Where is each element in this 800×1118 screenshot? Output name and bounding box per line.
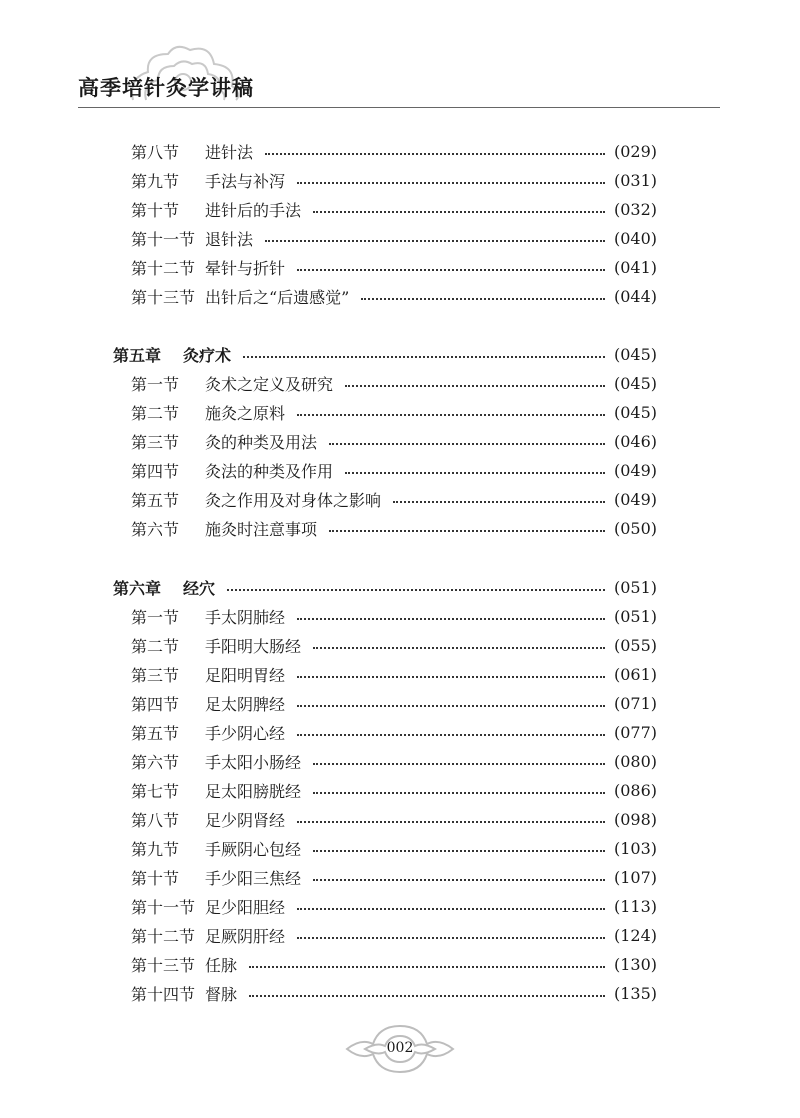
- toc-section[interactable]: [131, 369, 657, 398]
- leader-dots: [227, 589, 605, 591]
- section-number: 第四节: [131, 462, 180, 481]
- leader-dots: [329, 443, 605, 445]
- section-title: 任脉: [205, 956, 238, 975]
- toc-chapter-heading[interactable]: [113, 340, 657, 369]
- leader-dots: [329, 530, 605, 532]
- page-ref: (051): [613, 607, 657, 626]
- page-number: 002: [386, 1040, 414, 1056]
- leader-dots: [249, 995, 605, 997]
- toc-section[interactable]: [131, 747, 657, 776]
- section-number: 第十二节: [131, 927, 196, 946]
- section-title: 手少阳三焦经: [205, 869, 302, 888]
- section-number: 第十四节: [131, 985, 196, 1004]
- toc-section[interactable]: [131, 602, 657, 631]
- leader-dots: [313, 211, 605, 213]
- section-title: 退针法: [205, 230, 254, 249]
- page-ref: (130): [613, 955, 657, 974]
- leader-dots: [313, 879, 605, 881]
- toc-section[interactable]: [131, 834, 657, 863]
- page-ref: (029): [613, 142, 657, 161]
- page-ref: (050): [613, 519, 657, 538]
- toc-section[interactable]: [131, 514, 657, 543]
- toc-section[interactable]: [131, 979, 657, 1008]
- toc-section[interactable]: [131, 253, 657, 282]
- section-title: 手阳明大肠经: [205, 637, 302, 656]
- section-title: 手少阴心经: [205, 724, 286, 743]
- chapter-title: 经穴: [183, 579, 216, 598]
- toc-section[interactable]: [131, 892, 657, 921]
- toc-section[interactable]: [131, 805, 657, 834]
- section-number: 第五节: [131, 724, 180, 743]
- section-title: 晕针与折针: [205, 259, 286, 278]
- section-number: 第二节: [131, 404, 180, 423]
- section-number: 第十三节: [131, 956, 196, 975]
- toc-section[interactable]: [131, 863, 657, 892]
- page-ref: (135): [613, 984, 657, 1003]
- section-number: 第九节: [131, 172, 180, 191]
- leader-dots: [265, 240, 605, 242]
- leader-dots: [313, 647, 605, 649]
- page-ref: (124): [613, 926, 657, 945]
- leader-dots: [393, 501, 605, 503]
- section-number: 第三节: [131, 666, 180, 685]
- section-number: 第三节: [131, 433, 180, 452]
- section-title: 灸之作用及对身体之影响: [205, 491, 382, 510]
- leader-dots: [297, 821, 605, 823]
- toc-section[interactable]: [131, 398, 657, 427]
- toc-section[interactable]: [131, 427, 657, 456]
- section-number: 第八节: [131, 811, 180, 830]
- section-title: 手厥阴心包经: [205, 840, 302, 859]
- toc-section[interactable]: [131, 689, 657, 718]
- toc-section[interactable]: [131, 456, 657, 485]
- section-number: 第六节: [131, 520, 180, 539]
- page-ref: (041): [613, 258, 657, 277]
- section-number: 第五节: [131, 491, 180, 510]
- page-ref: (045): [613, 345, 657, 364]
- toc-section[interactable]: [131, 485, 657, 514]
- section-title: 足厥阴肝经: [205, 927, 286, 946]
- toc-section[interactable]: [131, 718, 657, 747]
- page-ref: (045): [613, 403, 657, 422]
- page-ref: (031): [613, 171, 657, 190]
- page-ref: (049): [613, 490, 657, 509]
- page-ref: (049): [613, 461, 657, 480]
- leader-dots: [313, 850, 605, 852]
- section-title: 灸法的种类及作用: [205, 462, 334, 481]
- page-ref: (107): [613, 868, 657, 887]
- leader-dots: [297, 269, 605, 271]
- section-number: 第七节: [131, 782, 180, 801]
- section-title: 足阳明胃经: [205, 666, 286, 685]
- section-title: 灸术之定义及研究: [205, 375, 334, 394]
- leader-dots: [265, 153, 605, 155]
- leader-dots: [297, 414, 605, 416]
- page-ref: (086): [613, 781, 657, 800]
- toc-section[interactable]: [131, 282, 657, 311]
- section-title: 足太阳膀胱经: [205, 782, 302, 801]
- toc-section[interactable]: [131, 660, 657, 689]
- page-ref: (051): [613, 578, 657, 597]
- section-title: 进针法: [205, 143, 254, 162]
- section-number: 第十一节: [131, 898, 196, 917]
- page-ref: (032): [613, 200, 657, 219]
- leader-dots: [345, 385, 605, 387]
- section-number: 第十一节: [131, 230, 196, 249]
- section-number: 第十节: [131, 201, 180, 220]
- leader-dots: [297, 182, 605, 184]
- chapter-number: 第五章: [113, 346, 162, 365]
- section-number: 第八节: [131, 143, 180, 162]
- toc-section[interactable]: [131, 195, 657, 224]
- leader-dots: [345, 472, 605, 474]
- chapter-title: 灸疗术: [183, 346, 232, 365]
- page-ref: (103): [613, 839, 657, 858]
- page-ref: (055): [613, 636, 657, 655]
- section-title: 督脉: [205, 985, 238, 1004]
- section-number: 第十三节: [131, 288, 196, 307]
- leader-dots: [297, 618, 605, 620]
- page-ref: (040): [613, 229, 657, 248]
- toc-section[interactable]: [131, 950, 657, 979]
- section-title: 足少阴肾经: [205, 811, 286, 830]
- section-title: 手法与补泻: [205, 172, 286, 191]
- section-title: 手太阴肺经: [205, 608, 286, 627]
- leader-dots: [297, 734, 605, 736]
- leader-dots: [297, 676, 605, 678]
- page-ref: (098): [613, 810, 657, 829]
- leader-dots: [243, 356, 605, 358]
- section-number: 第一节: [131, 375, 180, 394]
- toc-section[interactable]: [131, 166, 657, 195]
- header-rule: [78, 107, 720, 108]
- leader-dots: [297, 705, 605, 707]
- section-number: 第四节: [131, 695, 180, 714]
- page-ref: (044): [613, 287, 657, 306]
- page-ref: (071): [613, 694, 657, 713]
- page-ref: (045): [613, 374, 657, 393]
- section-title: 出针后之“后遗感觉”: [205, 288, 350, 307]
- section-title: 足太阴脾经: [205, 695, 286, 714]
- section-title: 手太阳小肠经: [205, 753, 302, 772]
- book-title: 高季培针灸学讲稿: [78, 75, 254, 100]
- section-number: 第九节: [131, 840, 180, 859]
- leader-dots: [297, 908, 605, 910]
- leader-dots: [313, 763, 605, 765]
- section-number: 第六节: [131, 753, 180, 772]
- section-title: 施灸时注意事项: [205, 520, 318, 539]
- chapter-number: 第六章: [113, 579, 162, 598]
- toc-section[interactable]: [131, 224, 657, 253]
- leader-dots: [313, 792, 605, 794]
- section-number: 第十节: [131, 869, 180, 888]
- section-title: 灸的种类及用法: [205, 433, 318, 452]
- page-ref: (061): [613, 665, 657, 684]
- toc-chapter-heading[interactable]: [113, 573, 657, 602]
- toc-section[interactable]: [131, 776, 657, 805]
- section-number: 第二节: [131, 637, 180, 656]
- section-title: 施灸之原料: [205, 404, 286, 423]
- section-title: 足少阳胆经: [205, 898, 286, 917]
- leader-dots: [361, 298, 605, 300]
- leader-dots: [297, 937, 605, 939]
- toc-section[interactable]: [131, 921, 657, 950]
- page-ref: (077): [613, 723, 657, 742]
- toc-section[interactable]: [131, 137, 657, 166]
- section-number: 第十二节: [131, 259, 196, 278]
- section-title: 进针后的手法: [205, 201, 302, 220]
- page-ref: (080): [613, 752, 657, 771]
- page-ref: (046): [613, 432, 657, 451]
- toc-section[interactable]: [131, 631, 657, 660]
- leader-dots: [249, 966, 605, 968]
- section-number: 第一节: [131, 608, 180, 627]
- page-ref: (113): [613, 897, 657, 916]
